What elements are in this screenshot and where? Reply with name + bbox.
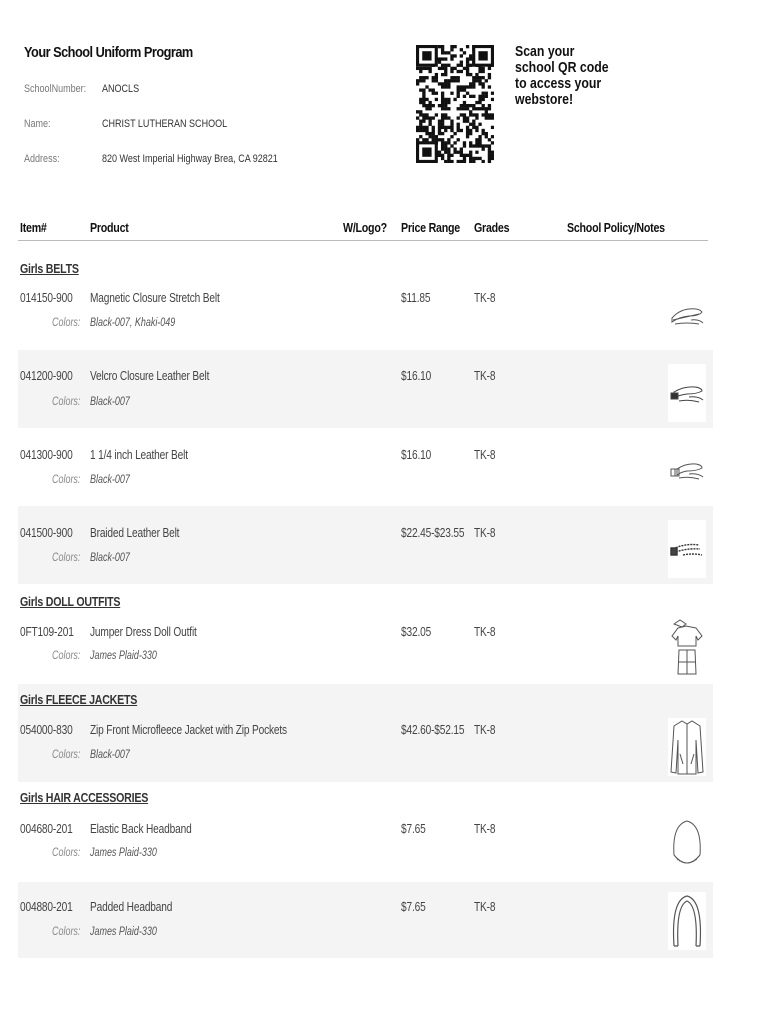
product-name: Zip Front Microfleece Jacket with Zip Pockets: [90, 722, 287, 737]
braided-belt-icon: [668, 520, 706, 578]
product-name: 1 1/4 inch Leather Belt: [90, 447, 188, 462]
section-heading-doll-outfits[interactable]: Girls DOLL OUTFITS: [20, 594, 121, 609]
column-header-item: Item#: [20, 220, 47, 235]
row-band: [18, 882, 713, 958]
colors-label: Colors:: [52, 847, 81, 859]
price-range: $22.45-$23.55: [401, 525, 465, 540]
colors-label: Colors:: [52, 474, 81, 486]
scan-line: to access your: [515, 75, 602, 92]
price-range: $11.85: [401, 290, 431, 305]
doll-outfit-icon: [668, 618, 706, 676]
grades: TK-8: [474, 525, 496, 540]
grades: TK-8: [474, 899, 496, 914]
grades: TK-8: [474, 722, 496, 737]
product-name: Padded Headband: [90, 899, 173, 914]
price-range: $7.65: [401, 899, 426, 914]
stretch-belt-icon: [668, 286, 706, 344]
colors-value: Black-007: [90, 474, 130, 486]
column-header-logo: W/Logo?: [343, 220, 387, 235]
school-name-value: CHRIST LUTHERAN SCHOOL: [102, 118, 228, 130]
colors-label: Colors:: [52, 650, 81, 662]
colors-value: Black-007: [90, 396, 130, 408]
column-header-product: Product: [90, 220, 129, 235]
colors-value: James Plaid-330: [90, 650, 157, 662]
colors-label: Colors:: [52, 926, 81, 938]
item-number: 054000-830: [20, 722, 73, 737]
colors-label: Colors:: [52, 396, 81, 408]
price-range: $7.65: [401, 821, 426, 836]
school-number-label: SchoolNumber:: [24, 83, 87, 95]
product-name: Magnetic Closure Stretch Belt: [90, 290, 220, 305]
padded-headband-icon: [668, 892, 706, 950]
column-header-price: Price Range: [401, 220, 460, 235]
colors-value: James Plaid-330: [90, 926, 157, 938]
row-band: [18, 350, 713, 428]
buckle-belt-icon: [668, 441, 706, 499]
item-number: 041300-900: [20, 447, 73, 462]
qr-code-icon[interactable]: [416, 45, 494, 163]
price-range: $42.60-$52.15: [401, 722, 465, 737]
fleece-jacket-icon: [668, 718, 706, 776]
product-name: Elastic Back Headband: [90, 821, 192, 836]
grades: TK-8: [474, 368, 496, 383]
scan-line: school QR code: [515, 59, 609, 76]
section-heading-hair-accessories[interactable]: Girls HAIR ACCESSORIES: [20, 790, 149, 805]
column-header-grades: Grades: [474, 220, 510, 235]
address-label: Address:: [24, 153, 60, 165]
header-divider: [18, 240, 708, 241]
colors-label: Colors:: [52, 317, 81, 329]
grades: TK-8: [474, 290, 496, 305]
row-band: [18, 506, 713, 584]
section-heading-belts[interactable]: Girls BELTS: [20, 261, 79, 276]
scan-line: webstore!: [515, 91, 574, 108]
product-name: Jumper Dress Doll Outfit: [90, 624, 197, 639]
column-header-notes: School Policy/Notes: [567, 220, 665, 235]
product-name: Braided Leather Belt: [90, 525, 180, 540]
colors-value: Black-007: [90, 749, 130, 761]
item-number: 0FT109-201: [20, 624, 74, 639]
school-number-value: ANOCLS: [102, 83, 140, 95]
address-value: 820 West Imperial Highway Brea, CA 92821: [102, 153, 278, 165]
scan-line: Scan your: [515, 43, 575, 60]
item-number: 041200-900: [20, 368, 73, 383]
page-title: Your School Uniform Program: [24, 44, 193, 61]
colors-value: Black-007: [90, 552, 130, 564]
product-name: Velcro Closure Leather Belt: [90, 368, 210, 383]
colors-value: Black-007, Khaki-049: [90, 317, 176, 329]
grades: TK-8: [474, 447, 496, 462]
item-number: 014150-900: [20, 290, 73, 305]
grades: TK-8: [474, 821, 496, 836]
colors-label: Colors:: [52, 552, 81, 564]
school-name-label: Name:: [24, 118, 51, 130]
colors-value: James Plaid-330: [90, 847, 157, 859]
price-range: $16.10: [401, 447, 432, 462]
price-range: $32.05: [401, 624, 432, 639]
item-number: 041500-900: [20, 525, 73, 540]
section-heading-fleece-jackets[interactable]: Girls FLEECE JACKETS: [20, 692, 138, 707]
grades: TK-8: [474, 624, 496, 639]
item-number: 004680-201: [20, 821, 73, 836]
price-range: $16.10: [401, 368, 432, 383]
item-number: 004880-201: [20, 899, 73, 914]
scan-instructions: [515, 44, 609, 108]
elastic-headband-icon: [668, 815, 706, 873]
colors-label: Colors:: [52, 749, 81, 761]
leather-belt-icon: [668, 364, 706, 422]
